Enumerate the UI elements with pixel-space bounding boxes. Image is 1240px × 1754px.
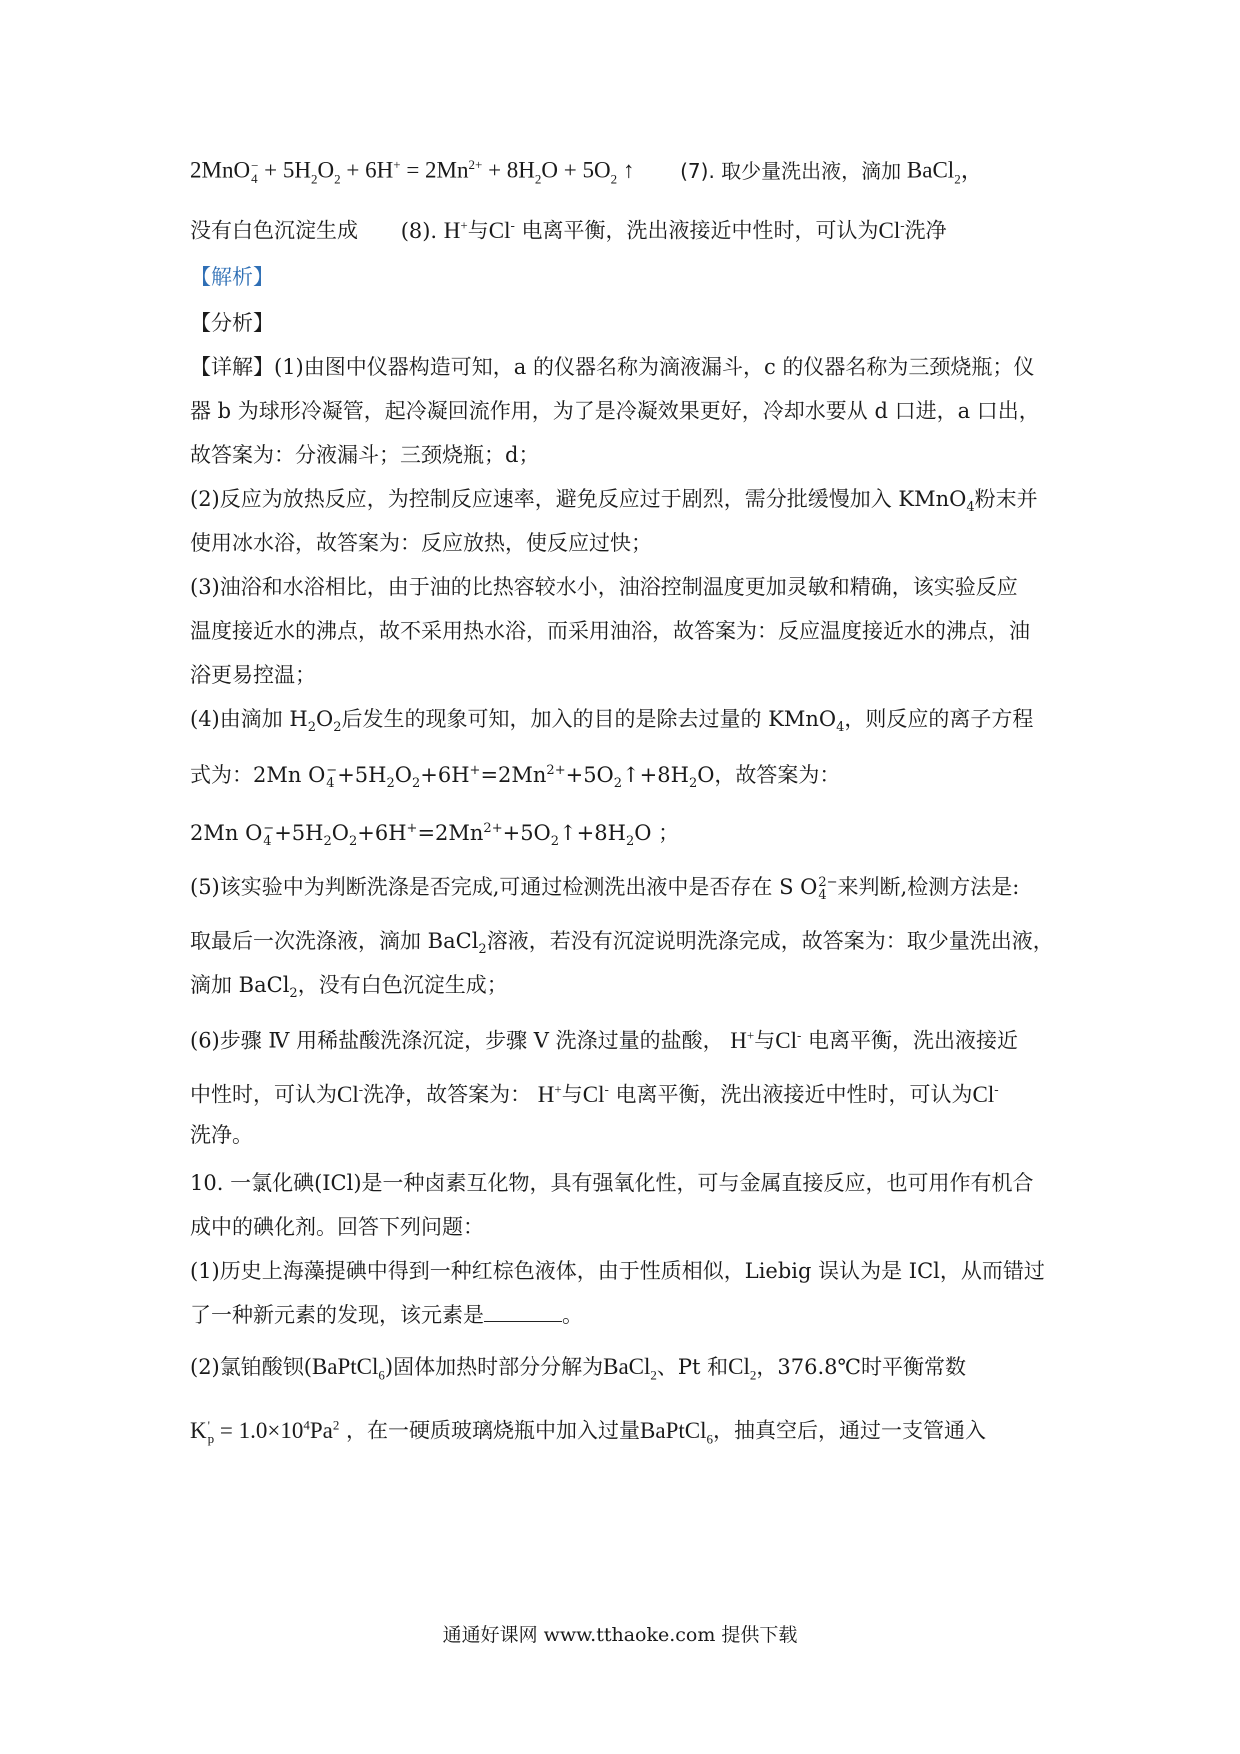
detail-line-7: 温度接近水的沸点，故不采用热水浴，而采用油浴，故答案为：反应温度接近水的沸点，油 bbox=[190, 619, 1030, 643]
question-line-3: (1)历史上海藻提碘中得到一种红棕色液体，由于性质相似，Liebig 误认为是 ICl，从而错过 bbox=[190, 1259, 1045, 1283]
detail-line-4: (2)反应为放热反应，为控制反应速率，避免反应过于剧烈，需分批缓慢加入 KMnO$_4$粉末并 bbox=[190, 487, 1038, 516]
detail-line-17: 洗净。 bbox=[190, 1123, 253, 1147]
question-line-2: 成中的碘化剂。回答下列问题： bbox=[190, 1215, 484, 1239]
question-line-5: (2)氯铂酸钡(BaPtCl$_6$)固体加热时部分分解为BaCl$_2$、Pt 和$Cl_2$，376.8℃时平衡常数 bbox=[190, 1354, 967, 1383]
question-line-1: 10. 一氯化碘(ICl)是一种卤素互化物，具有强氧化性，可与金属直接反应，也可用作有机合 bbox=[190, 1171, 1034, 1195]
footer-watermark: 通通好课网 www.tthaoke.com 提供下载 bbox=[442, 1624, 798, 1646]
detail-line-15: (6)步骤 Ⅳ 用稀盐酸洗涤沉淀，步骤 Ⅴ 洗涤过量的盐酸， H+与Cl- 电离平衡，洗出液接近 bbox=[190, 1027, 1019, 1053]
answer-line-2: 没有白色沉淀生成 (8). H+与Cl- 电离平衡，洗出液接近中性时，可认为Cl-洗净 bbox=[190, 217, 947, 243]
detail-line-14: 滴加 BaCl$_2$，没有白色沉淀生成； bbox=[190, 973, 508, 1002]
jiexi-heading: 【解析】 bbox=[190, 265, 274, 289]
detail-line-12: (5)该实验中为判断洗涤是否完成,可通过检测洗出液中是否存在 S O 2− 4 来判断,检测方法是: bbox=[190, 874, 1020, 903]
detail-line-11: 2Mn O − 4 $+5H_2O_2+6H^+=2Mn^{2+}+5O_2↑+8H_2O$ ； bbox=[190, 820, 680, 850]
detail-line-1: 【详解】(1)由图中仪器构造可知，a 的仪器名称为滴液漏斗，c 的仪器名称为三颈烧瓶；仪 bbox=[190, 355, 1035, 379]
question-line-4: 了一种新元素的发现，该元素是 。 bbox=[190, 1303, 583, 1327]
detail-line-8: 浴更易控温； bbox=[190, 663, 316, 687]
detail-line-9: (4)由滴加 $H_2O_2$后发生的现象可知，加入的目的是除去过量的 KMnO$_4$，则反应的离子方程 bbox=[190, 707, 1034, 736]
detail-line-5: 使用冰水浴，故答案为：反应放热，使反应过快； bbox=[190, 531, 652, 555]
detail-line-16: 中性时，可认为Cl-洗净，故答案为： H+与Cl- 电离平衡，洗出液接近中性时，可认为Cl- bbox=[190, 1081, 999, 1107]
detail-line-13: 取最后一次洗涤液，滴加 BaCl$_2$溶液，若没有沉淀说明洗涤完成，故答案为：取少量洗出液， bbox=[190, 929, 1054, 958]
answer-blank bbox=[484, 1301, 562, 1322]
question-line-6: K ' p = $1.0\times 10^4Pa^2$ ，在一硬质玻璃烧瓶中加入过量BaPtCl$_6$，抽真空后，通过一支管通入 bbox=[190, 1417, 986, 1447]
detail-line-6: (3)油浴和水浴相比，由于油的比热容较水小，油浴控制温度更加灵敏和精确，该实验反应 bbox=[190, 575, 1018, 599]
equation-line-1: 2MnO − 4 + $5H_2O_2 + 6H^+ = 2Mn^{2+} + 8H_2O + 5O_2$ ↑ (7). 取少量洗出液，滴加 BaCl$_2$， bbox=[190, 157, 984, 187]
detail-line-2: 器 b 为球形冷凝管，起冷凝回流作用，为了是冷凝效果更好，冷却水要从 d 口进，a 口出， bbox=[190, 399, 1040, 423]
detail-line-3: 故答案为：分液漏斗；三颈烧瓶；d； bbox=[190, 443, 540, 467]
detail-line-10: 式为：2Mn O − 4 $+5H_2O_2+6H^+=2Mn^{2+}+5O_2↑+8H_2O$，故答案为： bbox=[190, 762, 841, 792]
fenxi-heading: 【分析】 bbox=[190, 311, 274, 335]
